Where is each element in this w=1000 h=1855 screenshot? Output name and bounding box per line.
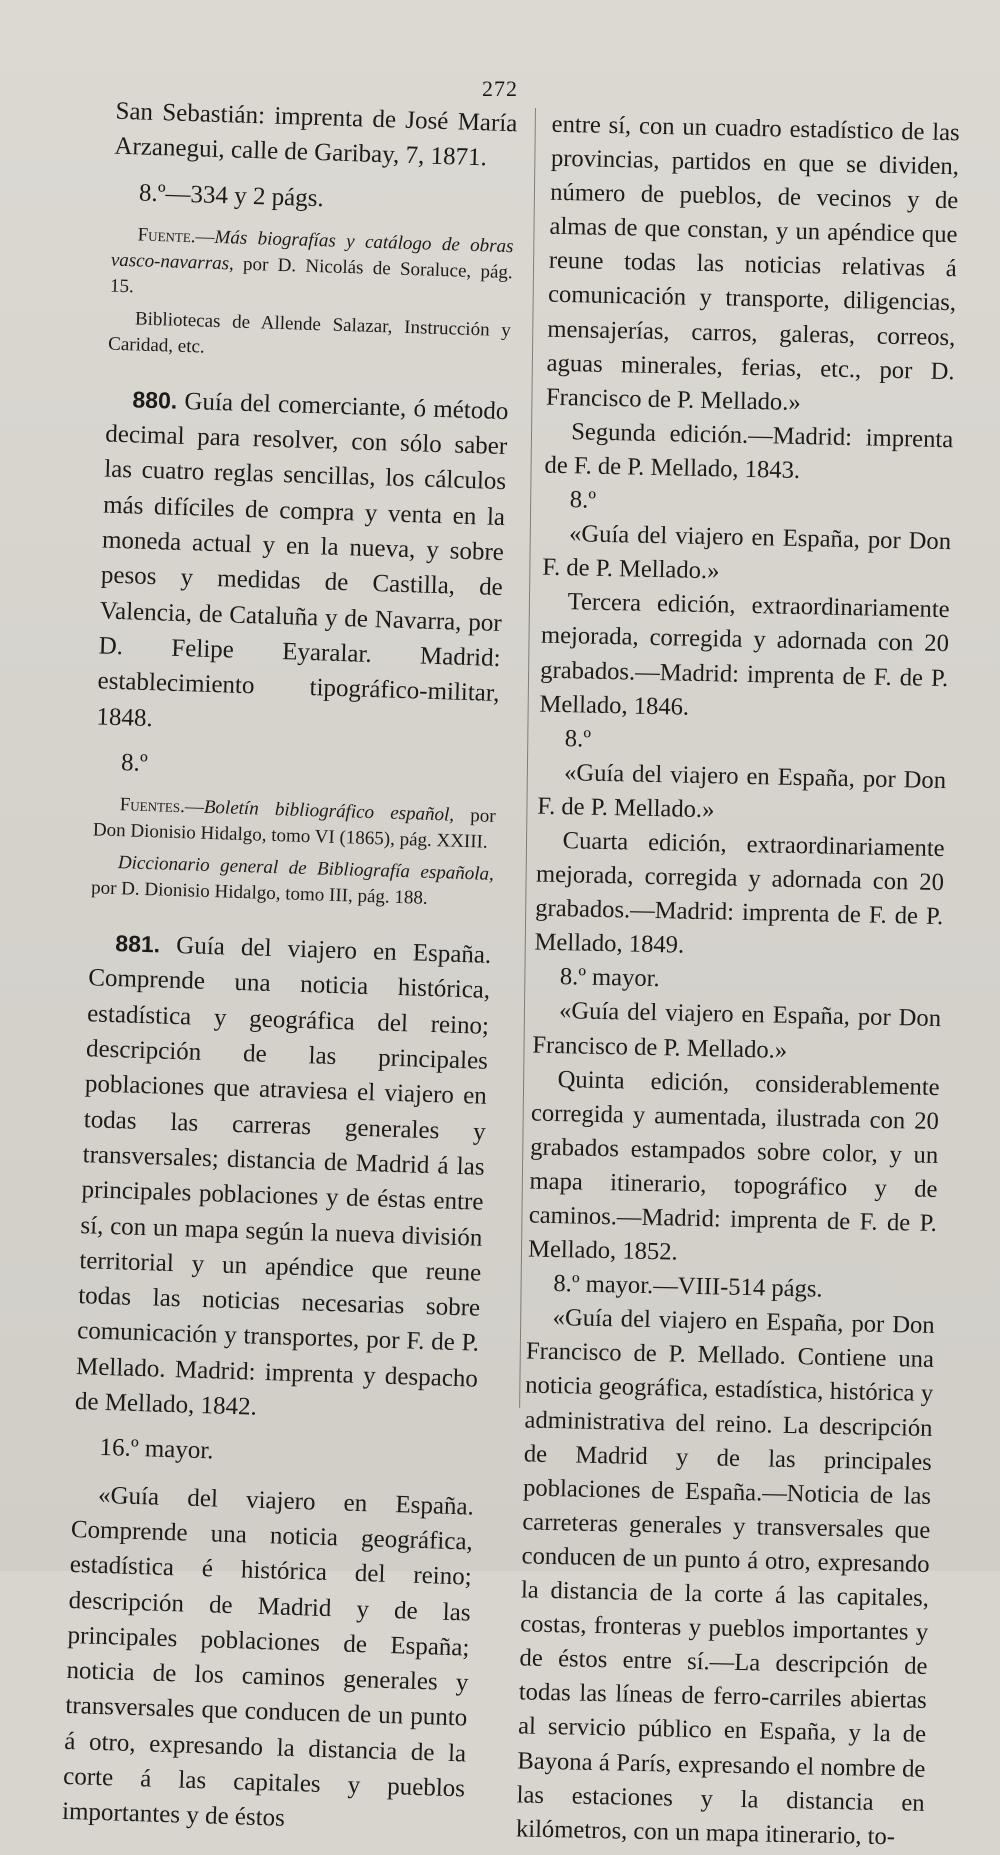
edition-3-format: 8.º xyxy=(564,724,592,753)
edition-2-format: 8.º xyxy=(569,486,597,514)
edition-5: Quinta edición, considerablemente corregida y aumentada, ilustrada con 20 grabados estampados sobre color, y un mapa itinerario, topográfico y de caminos.—Madrid: imprenta de F. de P. Mellado, 1852. xyxy=(527,1065,940,1266)
entry-881-continuation: entre sí, con un cuadro estadístico de las provincias, partidos en que se dividen, número de pueblos, de vecinos y de almas de que constan, y un apéndice que reune todas las noticias relativas á comunicación y transporte, diligencias, mensajerías, carros, galeras, correos, aguas minerales, ferias, etc., por D. Francisco de P. Mellado.» xyxy=(545,110,960,416)
intro-source-label: Fuente. xyxy=(137,224,196,248)
entry-881-format: 16.º mayor. xyxy=(99,1434,214,1465)
entry-880-source-2 xyxy=(91,849,494,914)
edition-2: Segunda edición.—Madrid: imprenta de F. de P. Mellado, 1843. xyxy=(544,418,954,484)
entry-881-number: 881. xyxy=(115,930,161,958)
entry-880-source-2-rest: por D. Dionisio Hidalgo, tomo III, pág. 188. xyxy=(90,877,428,910)
entry-880-source-1-rest: por Don Dionisio Hidalgo, tomo VI (1865), pág. XXIII. xyxy=(92,805,496,853)
entry-880-number: 880. xyxy=(132,386,178,414)
right-column xyxy=(516,108,960,1855)
entry-880-source-2-title: Diccionario general de Bibliografía española, xyxy=(117,852,495,886)
intro-libraries: Bibliotecas de Allende Salazar, Instrucción y Caridad, etc. xyxy=(107,308,512,358)
edition-4: Cuarta edición, extraordinariamente mejorada, corregida y adornada con 20 grabados.—Madrid: imprenta de F. de P. Mellado, 1849. xyxy=(534,827,945,959)
edition-3-quote: «Guía del viajero en España, por Don F. de P. Mellado.» xyxy=(537,758,947,824)
intro-format: 8.º—334 y 2 págs. xyxy=(138,179,325,212)
edition-5-quote: «Guía del viajero en España, por Don Francisco de P. Mellado. Contiene una noticia geográfica, estadística, histórica y administrativa del reino. La descripción de Madrid y de las principales poblaciones de España.—Noticia de las carreteras generales y transversales que conducen de un punto á otro, expresando la distancia de la corte á las capitales, costas, fronteras y pueblos importantes y de éstos entre sí.—La descripción de todas las líneas de ferro-carriles abiertas al servicio público en España, y la de Bayona á París, expresando el nombre de las estaciones y la distancia en kilómetros, con un mapa itinerario, to- xyxy=(515,1304,935,1850)
entry-881-quote: «Guía del viajero en España. Comprende una noticia geográfica, estadística é histórica del reino; descripción de Madrid y de las principales poblaciones de España; noticia de los caminos generales y transversales que conducen de un punto á otro, expresando la distancia de la corte á las capitales y pueblos importantes y de éstos xyxy=(61,1481,475,1833)
edition-3: Tercera edición, extraordinariamente mejorada, corregida y adornada con 20 grabados.—Madrid: imprenta de F. de P. Mellado, 1846. xyxy=(539,588,950,721)
entry-881-text: Guía del viajero en España. Comprende una noticia histórica, estadística y geográfica del reino; descripción de las principales poblaciones que atraviesa el viajero en todas las carreras generales y transversales; distancia de Madrid á las principales poblaciones y de éstas entre sí, con un mapa según la nueva división territorial y un apéndice que reune todas las noticias necesarias sobre comunicación y transportes, por F. de P. Mellado. Madrid: imprenta y despacho de Mellado, 1842. xyxy=(74,932,492,1421)
edition-2-quote: «Guía del viajero en España, por Don F. de P. Mellado.» xyxy=(542,520,952,585)
intro-source-title: Más biografías y catálogo de obras vasco-navarras, xyxy=(110,226,514,275)
left-column xyxy=(62,94,518,1842)
entry-880 xyxy=(96,381,509,746)
page-number: 272 xyxy=(482,76,518,101)
intro-imprint: San Sebastián: imprenta de José María Arzanegui, calle de Garibay, 7, 1871. xyxy=(114,97,518,172)
edition-5-format: 8.º mayor.—VIII-514 págs. xyxy=(553,1270,823,1303)
entry-880-source-1: Fuentes.—Boletín bibliográfico español, por Don Dionisio Hidalgo, tomo VI (1865), pág. XXIII. xyxy=(92,794,496,853)
edition-4-quote: «Guía del viajero en España, por Don Francisco de P. Mellado.» xyxy=(532,997,942,1064)
entry-880-source-1-title: Boletín bibliográfico español, xyxy=(203,796,455,826)
entry-880-text: Guía del comerciante, ó método decimal para resolver, con sólo saber las cuatro reglas sencillas, los cálculos más difíciles de compra y venta en la moneda actual y en la nueva, y sobre pesos y medidas de Castilla, de Valencia, de Cataluña y de Navarra, por D. Felipe Eyaralar. Madrid: establecimiento tipográfico-militar, 1848. xyxy=(96,387,509,732)
entry-881 xyxy=(74,925,491,1432)
edition-4-format: 8.º mayor. xyxy=(559,963,660,993)
intro-source: Fuente.—Más biografías y catálogo de obras vasco-navarras, por D. Nicolás de Soraluce, pág. 15. xyxy=(109,224,514,298)
intro-source-rest: por D. Nicolás de Soraluce, pág. 15. xyxy=(109,253,514,298)
entry-880-format: 8.º xyxy=(120,749,149,777)
entry-880-sources-label: Fuentes. xyxy=(119,794,186,818)
